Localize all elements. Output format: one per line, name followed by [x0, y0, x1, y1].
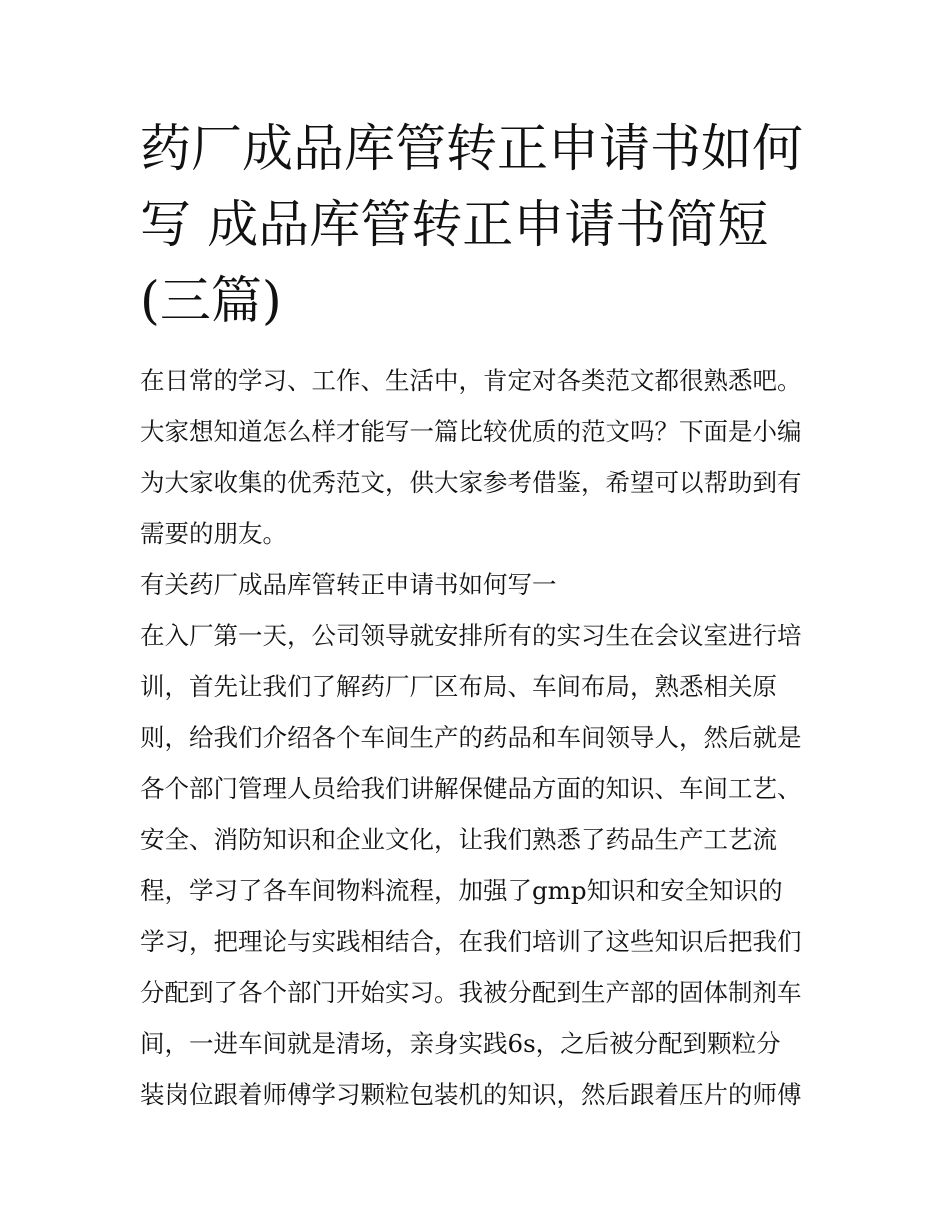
section-heading: 有关药厂成品库管转正申请书如何写一 — [140, 570, 557, 599]
text-line: 在入厂第一天，公司领导就安排所有的实习生在会议室进行培 — [140, 621, 802, 650]
text-line: 则，给我们介绍各个车间生产的药品和车间领导人，然后就是 — [140, 723, 802, 752]
text-line: 装岗位跟着师傅学习颗粒包装机的知识，然后跟着压片的师傅 — [140, 1080, 802, 1109]
text-line: 安全、消防知识和企业文化，让我们熟悉了药品生产工艺流 — [140, 825, 777, 854]
document-title — [140, 112, 820, 340]
text-line: 分配到了各个部门开始实习。我被分配到生产部的固体制剂车 — [140, 978, 802, 1007]
text-line: 训，首先让我们了解药厂厂区布局、车间布局，熟悉相关原 — [140, 672, 777, 701]
text-line: 需要的朋友。 — [140, 519, 287, 548]
text-line: 在日常的学习、工作、生活中，肯定对各类范文都很熟悉吧。 — [140, 366, 802, 395]
title-line: (三篇) — [140, 272, 282, 331]
text-line: 学习，把理论与实践相结合，在我们培训了这些知识后把我们 — [140, 927, 802, 956]
text-line: 各个部门管理人员给我们讲解保健品方面的知识、车间工艺、 — [140, 774, 802, 803]
intro-paragraph — [140, 355, 830, 559]
title-line: 写 成品库管转正申请书简短 — [140, 196, 769, 255]
body-paragraph — [140, 610, 830, 1120]
text-line: 为大家收集的优秀范文，供大家参考借鉴，希望可以帮助到有 — [140, 468, 802, 497]
text-line: 大家想知道怎么样才能写一篇比较优质的范文吗？下面是小编 — [140, 417, 802, 446]
title-line: 药厂成品库管转正申请书如何 — [140, 120, 804, 179]
text-line: 程，学习了各车间物料流程，加强了gmp知识和安全知识的 — [140, 876, 783, 905]
document-body — [140, 355, 830, 1120]
text-line: 间，一进车间就是清场，亲身实践6s，之后被分配到颗粒分 — [140, 1029, 781, 1058]
